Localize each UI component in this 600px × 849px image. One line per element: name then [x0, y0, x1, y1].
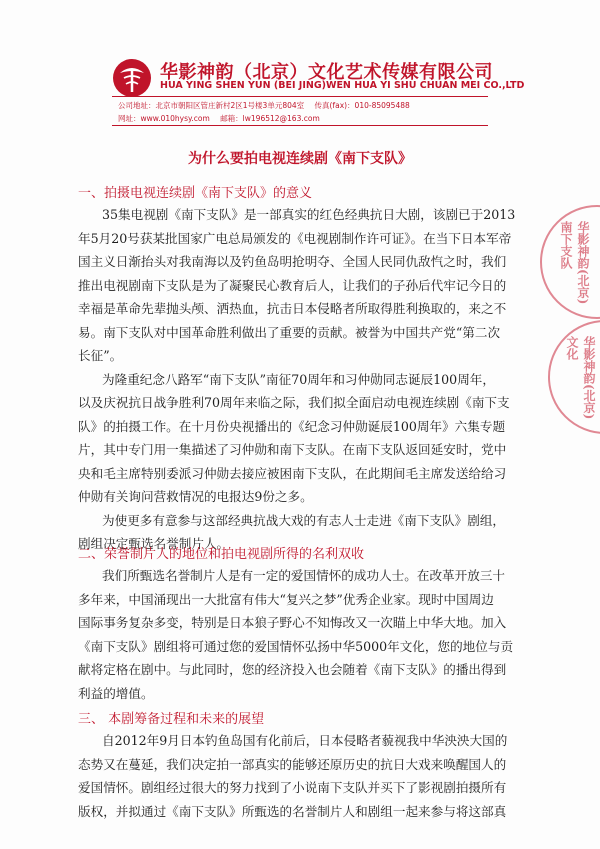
company-fax: 传真(fax)：010-85095488 — [314, 101, 410, 110]
company-address: 公司地址：北京市朝阳区管庄新村2区1号楼3单元804室 — [118, 101, 305, 110]
official-seal-stamp — [540, 205, 600, 319]
letterhead-divider-bottom — [112, 125, 488, 126]
document-title: 为什么要拍电视连续剧《南下支队》 — [188, 151, 412, 167]
official-seal-stamp — [548, 320, 600, 434]
paragraph-line: 仲勋有关询问营救情况的电报达9份之多。 — [78, 489, 313, 504]
paragraph-line: 推出电视剧南下支队是为了凝聚民心教育后人，让我们的子孙后代牢记今日的 — [78, 277, 507, 293]
company-logo-icon — [112, 58, 152, 98]
paragraph-line: 多年来，中国涌现出一大批富有伟大“复兴之梦”优秀企业家。现时中国周边 — [78, 591, 494, 607]
company-website: 网址：www.010hysy.com — [118, 114, 210, 123]
paragraph-line: 长征”。 — [78, 348, 123, 363]
paragraph-line: 队》的拍摄工作。在十月份央视播出的《纪念习仲勋诞辰100周年》六集专题 — [78, 418, 506, 434]
paragraph-line: 央和毛主席特别委派习仲勋去接应被困南下支队，在此期间毛主席发送给给习 — [78, 465, 507, 481]
letterhead-divider — [112, 96, 488, 97]
paragraph-line: 片，其中专门用一集描述了习仲勋和南下支队。在南下支队返回延安时，党中 — [78, 442, 507, 457]
paragraph-line: 以及庆祝抗日战争胜利70周年来临之际，我们拟全面启动电视连续剧《南下支 — [78, 395, 510, 410]
paragraph-line: 献将定格在剧中。与此同时，您的经济投入也会随着《南下支队》的播出得到 — [78, 662, 507, 677]
paragraph-line: 年5月20号获某批国家广电总局颁发的《电视剧制作许可证》。在当下日本军帝 — [78, 230, 512, 246]
section-heading-2: 二、荣誉制片人的地位和拍电视剧所得的名利双收 — [78, 547, 365, 562]
company-email: 邮箱：lw196512@163.com — [220, 114, 320, 123]
contact-line-2 — [118, 113, 328, 124]
paragraph-line: 自2012年9月日本钓鱼岛国有化前后，日本侵略者藐视我中华泱泱大国的 — [102, 733, 508, 748]
paragraph-line: 剧组决定甄选名誉制片人。 — [78, 536, 230, 551]
paragraph-line: 国主义日渐抬头对我南海以及钓鱼岛明抢明夺、全国人民同仇敌忾之时，我们 — [78, 254, 507, 269]
paragraph-line: 我们所甄选名誉制片人是有一定的爱国情怀的成功人士。在改革开放三十 — [102, 568, 505, 583]
paragraph-line: 幸福是革命先辈抛头颅、洒热血，抗击日本侵略者所取得胜利换取的，来之不 — [78, 301, 507, 316]
paragraph-line: 易。南下支队对中国革命胜利做出了重要的贡献。被誉为中国共产党“第二次 — [78, 324, 501, 340]
section-heading-1: 一、拍摄电视连续剧《南下支队》的意义 — [78, 186, 313, 201]
contact-line-1 — [118, 100, 418, 111]
paragraph-line: 《南下支队》剧组将可通过您的爱国情怀弘扬中华5000年文化，您的地位与贡 — [78, 638, 514, 654]
paragraph-line: 35集电视剧《南下支队》是一部真实的红色经典抗日大剧，该剧已于2013 — [102, 207, 516, 222]
seal-text: 华影神韵(北京)文化 — [565, 336, 596, 420]
company-name-cn: 华影神韵（北京）文化艺术传媒有限公司 — [160, 62, 493, 83]
paragraph-line: 国际事务复杂多变，特别是日本狼子野心不知悔改又一次瞄上中华大地。加入 — [78, 615, 507, 630]
paragraph-line: 为使更多有意参与这部经典抗战大戏的有志人士走进《南下支队》剧组， — [102, 512, 505, 528]
paragraph-line: 爱国情怀。剧组经过很大的努力找到了小说南下支队并买下了影视剧拍摄所有 — [78, 780, 507, 795]
paragraph-line: 利益的增值。 — [78, 685, 154, 701]
section-3-body — [78, 729, 548, 823]
section-heading-3: 三、 本剧筹备过程和未来的展望 — [78, 712, 265, 727]
section-1-body — [78, 203, 548, 556]
seal-text: 华影神韵(北京)南下支队 — [559, 221, 590, 305]
section-2-body — [78, 564, 548, 705]
company-name-en: HUA YING SHEN YUN (BEI JING)WEN HUA YI SHU CHUAN MEI CO.,LTD — [160, 80, 525, 91]
paragraph-line: 版权，并拟通过《南下支队》所甄选的名誉制片人和剧组一起来参与将这部真 — [78, 803, 507, 819]
paragraph-line: 为隆重纪念八路军“南下支队”南征70周年和习仲勋同志诞辰100周年， — [102, 371, 495, 387]
paragraph-line: 态势又在蔓延，我们决定拍一部真实的能够还原历史的抗日大戏来唤醒国人的 — [78, 756, 507, 772]
